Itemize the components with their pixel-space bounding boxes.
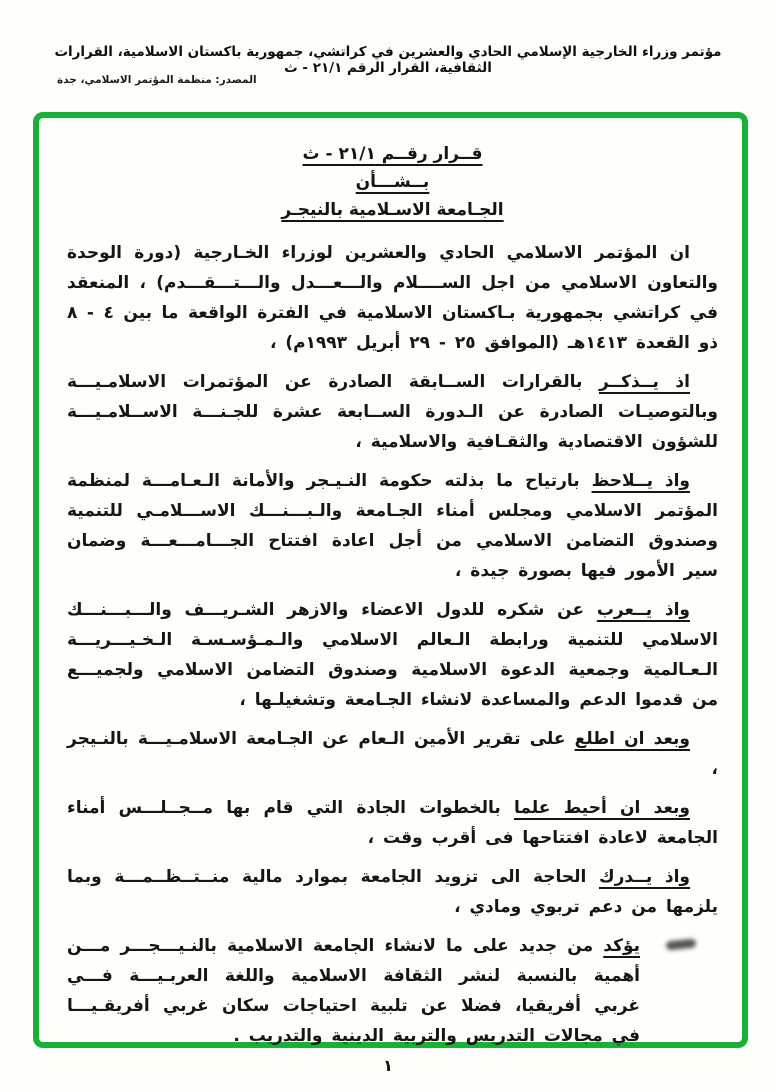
header-source: المصدر: منظمة المؤتمر الاسلامي، جدة: [57, 74, 257, 86]
paragraph-text: من جديد على ما لانشاء الجامعة الاسلامية بالنـيـــجـــر مـــن أهمية بالنسبة لنشر الثقافة الاسلامية واللغة العربـيـــة فـــي غربي أفريقيا، فضلا عن تلبية احتياجات سكان غربي أفريقـيـــا في مجالات التدريس والتربية الدينية والتدريب .: [67, 936, 640, 1046]
paragraph-lead: واذ يــدرك: [599, 867, 690, 887]
header-conference-title: مؤتمر وزراء الخارجية الإسلامي الحادي والعشرين في كراتشي، جمهورية باكستان الاسلامية، القرارات الثقافية، القرار الرقم ٢١/١ - ث: [54, 44, 722, 76]
document-header: [0, 44, 776, 86]
paragraph-lead: يؤكد: [603, 936, 640, 956]
paragraph-thanking: [67, 595, 718, 715]
paragraph-operative-1: [67, 931, 640, 1051]
paragraph-report: [67, 724, 718, 784]
paragraph-lead: وبعد ان اطلع: [574, 729, 690, 749]
paragraph-steps: [67, 793, 718, 853]
paragraph-text: ان المؤتمر الاسلامي الحادي والعشرين لوزراء الخـارجية (دورة الوحدة والتعاون الاسلامي من اجل الســــلام والـــعـــدل والـــتـــقـــدم) ، المنعقد في كراتشي بجمهورية بـاكستان الاسلامية في الفترة الواقعة ما بين ٤ - ٨ ذو القعدة ١٤١٣هـ (الموافق ٢٥ - ٢٩ أبريل ١٩٩٣م) ،: [67, 243, 718, 353]
paragraph-lead: واذ يــعرب: [596, 600, 690, 620]
resolution-subject: الجـامعة الاسـلامية بالنيجـر: [281, 200, 504, 220]
paragraph-lead: اذ يــذكــر: [598, 372, 690, 392]
paragraph-text: الحاجة الى تزويد الجامعة بموارد مالية منــتــظــمـــة وبما يلزمها من دعم تربوي ومادي ،: [67, 867, 718, 917]
paragraph-text: عن شكره للدول الاعضاء والازهر الشـريـــف والـــبـــنـــك الاسلامي للتنمية ورابطة الـعالم الاسلامي والـمـؤسـسـة الـخـيـــريـــة الـعـالمية وجمعية الدعوة الاسلامية وصندوق التضامن الاسلامي ولجميـــع من قدموا الدعم والمساعدة لانشاء الجـامعة وتشغيلـها ،: [67, 600, 718, 710]
resolution-title-block: [67, 140, 718, 224]
paragraph-lead: وبعد ان أحيط علما: [513, 798, 690, 818]
resolution-number: قــرار رقــم ٢١/١ - ث: [302, 144, 483, 164]
paragraph-lead: واذ يــلاحظ: [591, 471, 690, 491]
resolution-subject-label: بــشـــأن: [355, 172, 430, 192]
document-frame: [33, 112, 748, 1048]
paragraph-text: بالقرارات الســابقة الصادرة عن المؤتمرات الاسلامـيـــة وبالتوصيـات الصادرة عن الـدورة الســابعة عشرة للجـنـــة الاســلامـيـــة للشؤون الاقتصادية والثقـافية والاسلامية ،: [67, 372, 718, 452]
paragraph-text: على تقرير الأمين الـعام عن الجـامعة الاسلامـيـــة بالنـيجر ،: [67, 729, 718, 779]
paragraph-noting: [67, 466, 718, 586]
page-number: ١: [383, 1056, 393, 1075]
paragraph-recalling: [67, 367, 718, 457]
paragraph-resources: [67, 862, 718, 922]
paragraph-preamble: [67, 238, 718, 358]
paragraph-text: بارتياح ما بذلته حكومة النـيـجر والأمانة الـعـامـــة لمنظمة المؤتمر الاسلامي ومجلس أمناء الجـامعة والـبـــنـــك الاســـلامـي للتنمية وصندوق التضامن الاسلامي من أجل اعادة افتتاح الجـــامـــعـــة وضمان سير الأمور فيها بصورة جيدة ،: [67, 471, 718, 581]
item-number-smudge: [666, 938, 697, 950]
paragraph-text: بالخطوات الجادة التي قام بها مــجــلـــس أمناء الجامعة لاعادة افتتاحها فى أقرب وقت ،: [67, 798, 718, 848]
